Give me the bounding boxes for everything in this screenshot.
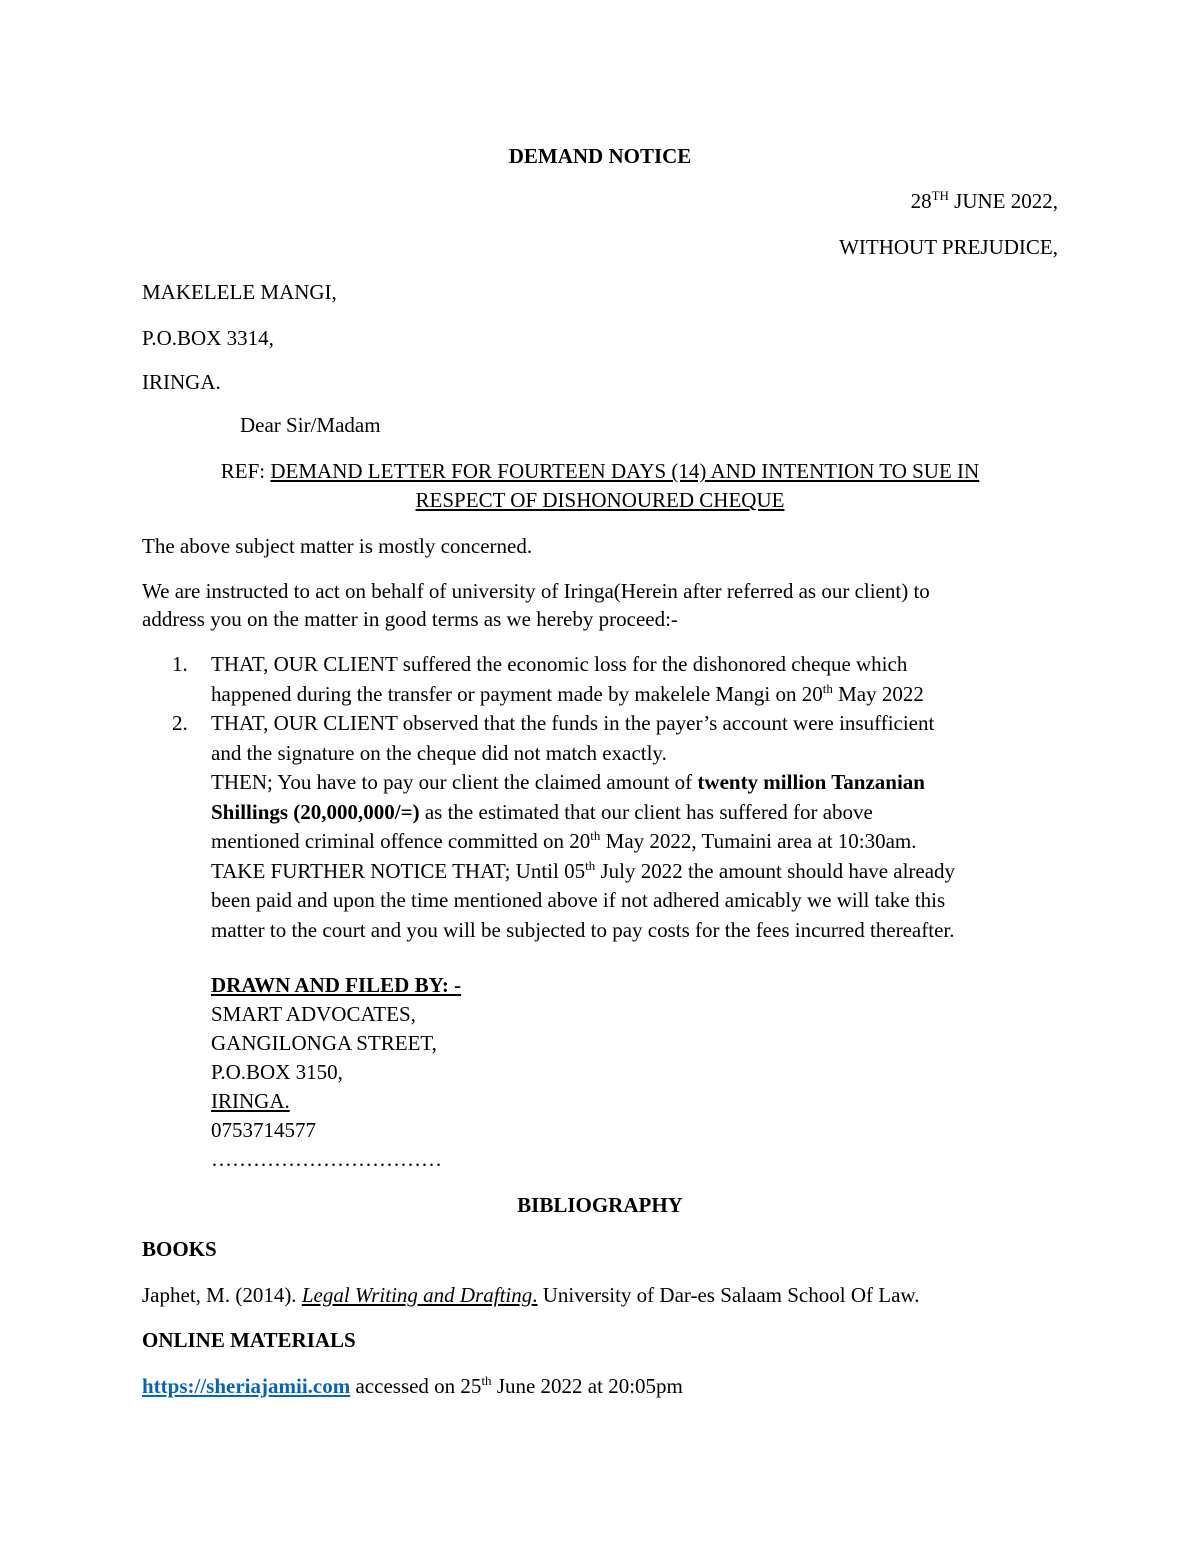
instruction-paragraph-line-2: address you on the matter in good terms as we hereby proceed:- [142, 607, 678, 631]
list-number-2: 2. [172, 711, 188, 735]
without-prejudice: WITHOUT PREJUDICE, [839, 235, 1058, 259]
reference-line-1: REF: DEMAND LETTER FOR FOURTEEN DAYS (14) AND INTENTION TO SUE IN [220, 459, 980, 483]
list-item-2 [211, 709, 955, 945]
list-item-2-line-7: been paid and upon the time mentioned above if not adhered amicably we will take this [211, 888, 946, 912]
firm-box: P.O.BOX 3150, [211, 1060, 343, 1084]
list-item-1 [211, 650, 924, 709]
books-heading: BOOKS [142, 1237, 217, 1261]
signature-line: …………………………… [211, 1147, 442, 1171]
online-materials-heading: ONLINE MATERIALS [142, 1328, 356, 1352]
list-item-2-line-6: TAKE FURTHER NOTICE THAT; Until 05th July 2022 the amount should have already [211, 857, 956, 883]
instruction-paragraph-line-1: We are instructed to act on behalf of university of Iringa(Herein after referred as our client) to [142, 579, 930, 603]
list-item-1-line-1: THAT, OUR CLIENT suffered the economic loss for the dishonored cheque which [211, 652, 908, 676]
reference-line-2: RESPECT OF DISHONOURED CHEQUE [415, 488, 785, 512]
list-item-2-line-5: mentioned criminal offence committed on 20th May 2022, Tumaini area at 10:30am. [211, 828, 917, 853]
salutation: Dear Sir/Madam [240, 413, 381, 437]
bibliography-heading: BIBLIOGRAPHY [517, 1193, 683, 1217]
firm-street: GANGILONGA STREET, [211, 1031, 437, 1055]
sheriajamii-link[interactable]: https://sheriajamii.com [142, 1374, 351, 1398]
online-citation: https://sheriajamii.com accessed on 25th June 2022 at 20:05pm [142, 1373, 683, 1398]
recipient-box: P.O.BOX 3314, [142, 326, 274, 350]
recipient-town: IRINGA. [142, 370, 221, 394]
firm-phone: 0753714577 [211, 1118, 316, 1142]
list-item-1-line-2: happened during the transfer or payment made by makelele Mangi on 20th May 2022 [211, 680, 924, 706]
firm-town: IRINGA. [211, 1089, 290, 1113]
list-item-2-line-3: THEN; You have to pay our client the claimed amount of twenty million Tanzanian [211, 770, 925, 794]
list-item-2-line-1: THAT, OUR CLIENT observed that the funds in the payer’s account were insufficient [211, 711, 935, 735]
list-number-1: 1. [172, 652, 188, 676]
drawn-by-heading: DRAWN AND FILED BY: - [211, 973, 462, 997]
letter-date: 28TH JUNE 2022, [910, 188, 1058, 213]
document-title: DEMAND NOTICE [508, 144, 692, 168]
list-item-2-line-2: and the signature on the cheque did not match exactly. [211, 740, 667, 765]
book-citation: Japhet, M. (2014). Legal Writing and Drafting. University of Dar-es Salaam School Of Law. [142, 1283, 920, 1307]
list-item-2-line-4: Shillings (20,000,000/=) as the estimated that our client has suffered for above [211, 799, 873, 824]
firm-name: SMART ADVOCATES, [211, 1002, 416, 1026]
intro-paragraph: The above subject matter is mostly concerned. [142, 534, 533, 558]
list-item-2-line-8: matter to the court and you will be subjected to pay costs for the fees incurred thereafter. [211, 917, 955, 942]
drawn-by-block [211, 971, 461, 1174]
recipient-name: MAKELELE MANGI, [142, 280, 337, 304]
